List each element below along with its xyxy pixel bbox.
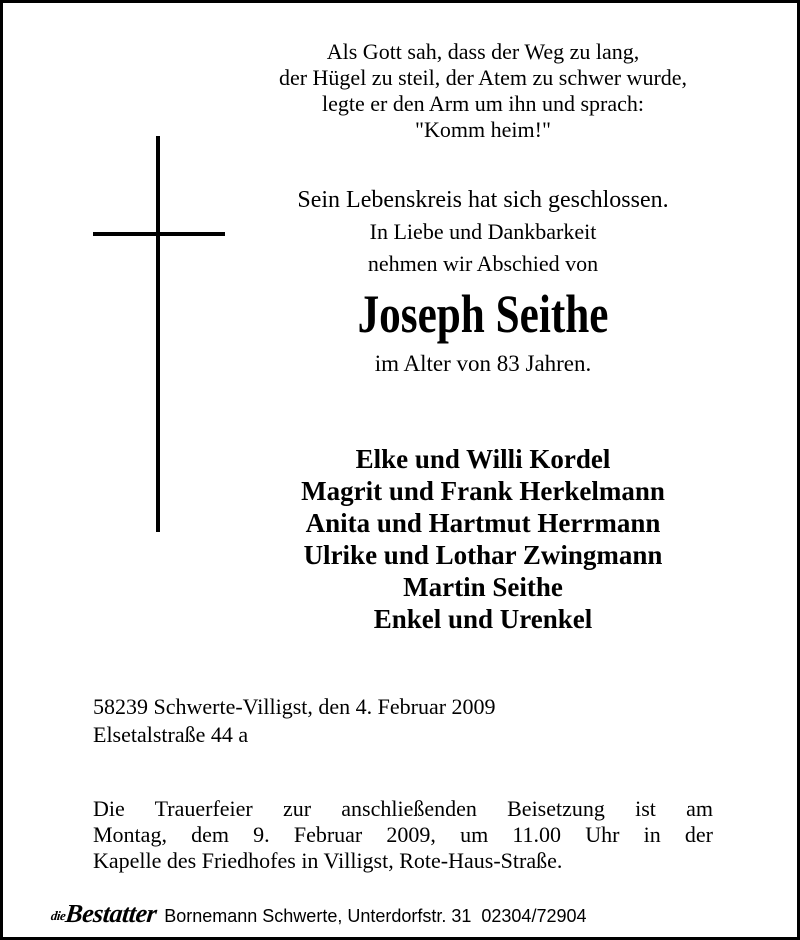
- verse-line: der Hügel zu steil, der Atem zu schwer wurde,: [278, 65, 688, 90]
- undertaker-footer: [51, 900, 587, 930]
- place-date: 58239 Schwerte-Villigst, den 4. Februar 2009: [93, 694, 496, 719]
- mourner-entry: Ulrike und Lothar Zwingmann: [303, 540, 663, 570]
- logo-text: Bestatter: [64, 899, 158, 928]
- logo-prefix: die: [50, 908, 67, 924]
- mourner-entry: Martin Seithe: [403, 572, 563, 602]
- verse-line: Als Gott sah, dass der Weg zu lang,: [326, 39, 640, 64]
- verse-line: legte er den Arm um ihn und sprach:: [322, 91, 644, 116]
- verse-line: "Komm heim!": [415, 117, 551, 142]
- cross-icon-vertical: [156, 136, 160, 532]
- mourners-list: [163, 443, 800, 635]
- address-block: [93, 693, 496, 749]
- service-line: Die Trauerfeier zur anschließenden Beisetzung ist am: [93, 796, 713, 821]
- undertaker-contact: Bornemann Schwerte, Unterdorfstr. 31 02304/72904: [164, 906, 587, 926]
- intro-line: nehmen wir Abschied von: [367, 251, 599, 276]
- deceased-name: Joseph Seithe: [357, 284, 609, 344]
- mourner-entry: Anita und Hartmut Herrmann: [305, 508, 661, 538]
- deceased-age: im Alter von 83 Jahren.: [374, 351, 592, 376]
- intro-text: [163, 184, 800, 280]
- funeral-service-info: [93, 796, 713, 874]
- mourner-entry: Enkel und Urenkel: [373, 604, 593, 634]
- mourner-entry: Elke und Willi Kordel: [355, 444, 611, 474]
- undertaker-logo: [49, 900, 157, 930]
- poem-verse: [163, 39, 800, 143]
- service-line: Montag, dem 9. Februar 2009, um 11.00 Uhr in der: [93, 822, 713, 847]
- intro-line: In Liebe und Dankbarkeit: [369, 219, 597, 244]
- mourner-entry: Magrit und Frank Herkelmann: [301, 476, 665, 506]
- service-line: Kapelle des Friedhofes in Villigst, Rote-Haus-Straße.: [93, 848, 563, 873]
- intro-line: Sein Lebenskreis hat sich geschlossen.: [297, 187, 669, 213]
- street-address: Elsetalstraße 44 a: [93, 722, 249, 747]
